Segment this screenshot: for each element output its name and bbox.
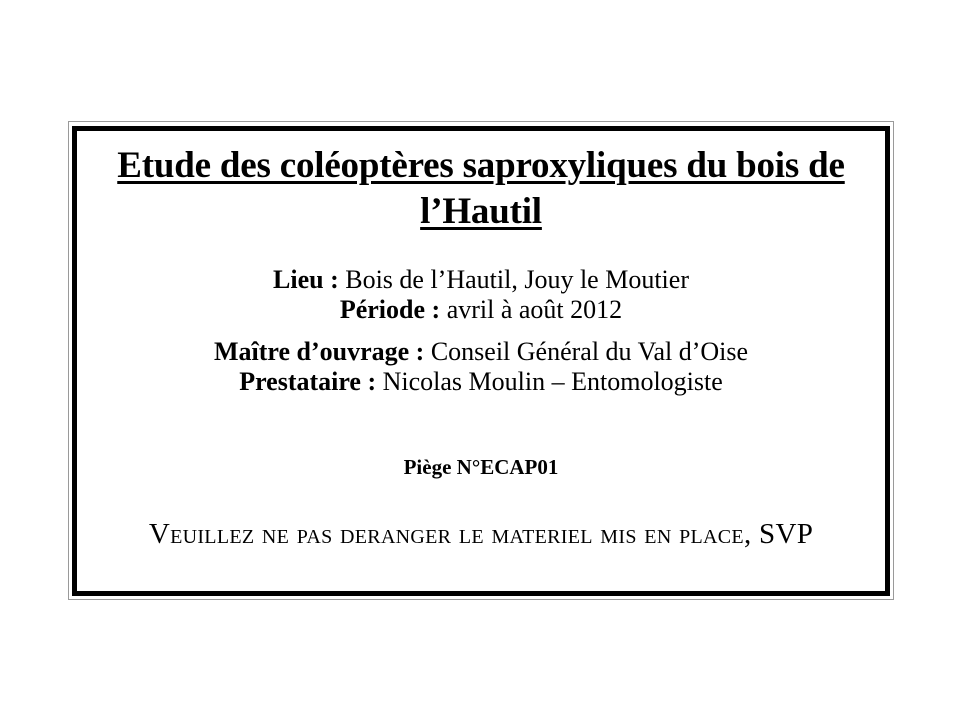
periode-line: [77, 295, 885, 325]
maitre-ouvrage-label: Maître d’ouvrage :: [213, 337, 425, 366]
prestataire-line: [77, 367, 885, 397]
sign-outer-frame: [68, 121, 894, 600]
sign-inner-frame: [72, 126, 890, 596]
periode-value: avril à août 2012: [440, 295, 623, 324]
lieu-line: [77, 265, 885, 295]
periode-label: Période :: [339, 295, 441, 324]
maitre-ouvrage-value: Conseil Général du Val d’Oise: [424, 337, 749, 366]
sign-info-block: [77, 265, 885, 397]
prestataire-value: Nicolas Moulin – Entomologiste: [376, 367, 723, 396]
do-not-disturb-notice: Veuillez ne pas deranger le materiel mis en place, SVP: [148, 518, 814, 550]
trap-number: Piège N°ECAP01: [403, 455, 559, 479]
lieu-label: Lieu :: [273, 265, 339, 294]
prestataire-label: Prestataire :: [239, 367, 377, 396]
lieu-value: Bois de l’Hautil, Jouy le Moutier: [338, 265, 689, 294]
maitre-ouvrage-line: [77, 337, 885, 367]
sign-title: Etude des coléoptères saproxyliques du bois de l’Hautil: [117, 145, 845, 232]
